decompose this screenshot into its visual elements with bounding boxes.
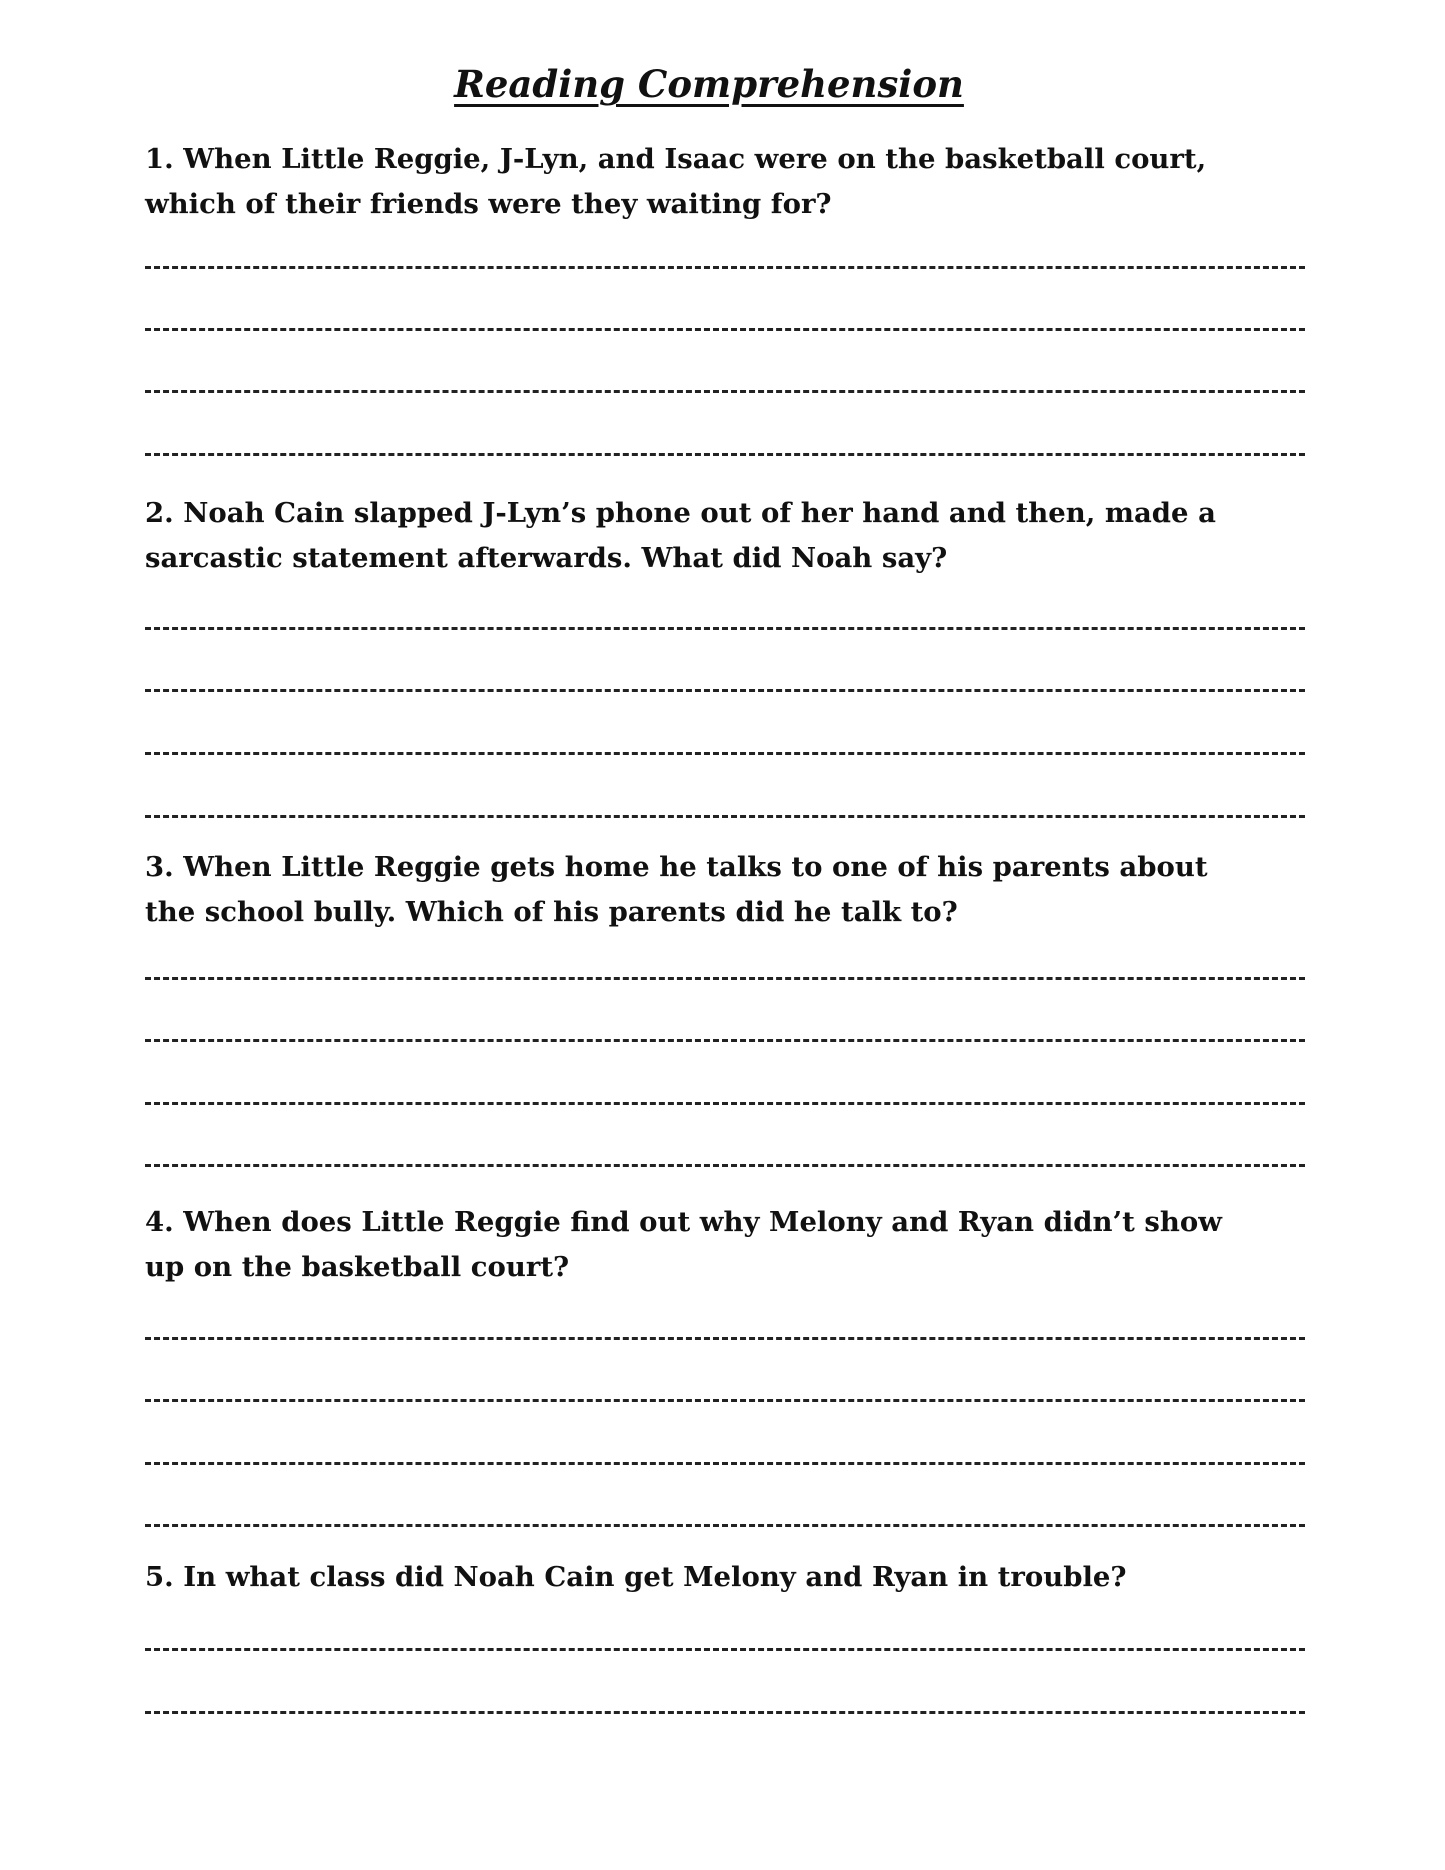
question-3: 3. When Little Reggie gets home he talks to one of his parents about the school bully. Which of his parents did he talk to? [145, 851, 1208, 928]
answer-line-4-1[interactable] [145, 1337, 1305, 1340]
question-5: 5. In what class did Noah Cain get Melony and Ryan in trouble? [145, 1561, 1127, 1593]
answer-line-3-3[interactable] [145, 1102, 1305, 1105]
answer-line-1-3[interactable] [145, 390, 1305, 393]
answer-line-5-1[interactable] [145, 1648, 1305, 1651]
question-1: 1. When Little Reggie, J-Lyn, and Isaac were on the basketball court, which of their friends were they waiting for? [145, 143, 1207, 220]
answer-line-5-2[interactable] [145, 1711, 1305, 1714]
answer-line-1-2[interactable] [145, 328, 1305, 331]
answer-line-4-4[interactable] [145, 1524, 1305, 1527]
answer-line-3-1[interactable] [145, 977, 1305, 980]
answer-line-1-4[interactable] [145, 453, 1305, 456]
answer-line-2-2[interactable] [145, 689, 1305, 692]
answer-line-4-2[interactable] [145, 1399, 1305, 1402]
question-2: 2. Noah Cain slapped J-Lyn’s phone out of her hand and then, made a sarcastic statement afterwards. What did Noah say? [145, 497, 1216, 574]
answer-line-4-3[interactable] [145, 1462, 1305, 1465]
answer-line-2-1[interactable] [145, 627, 1305, 630]
question-4: 4. When does Little Reggie find out why Melony and Ryan didn’t show up on the basketball court? [145, 1206, 1222, 1283]
answer-line-3-2[interactable] [145, 1039, 1305, 1042]
answer-line-2-3[interactable] [145, 752, 1305, 755]
worksheet-title: Reading Comprehension [454, 62, 964, 106]
answer-line-2-4[interactable] [145, 815, 1305, 818]
answer-line-3-4[interactable] [145, 1164, 1305, 1167]
answer-line-1-1[interactable] [145, 266, 1305, 269]
